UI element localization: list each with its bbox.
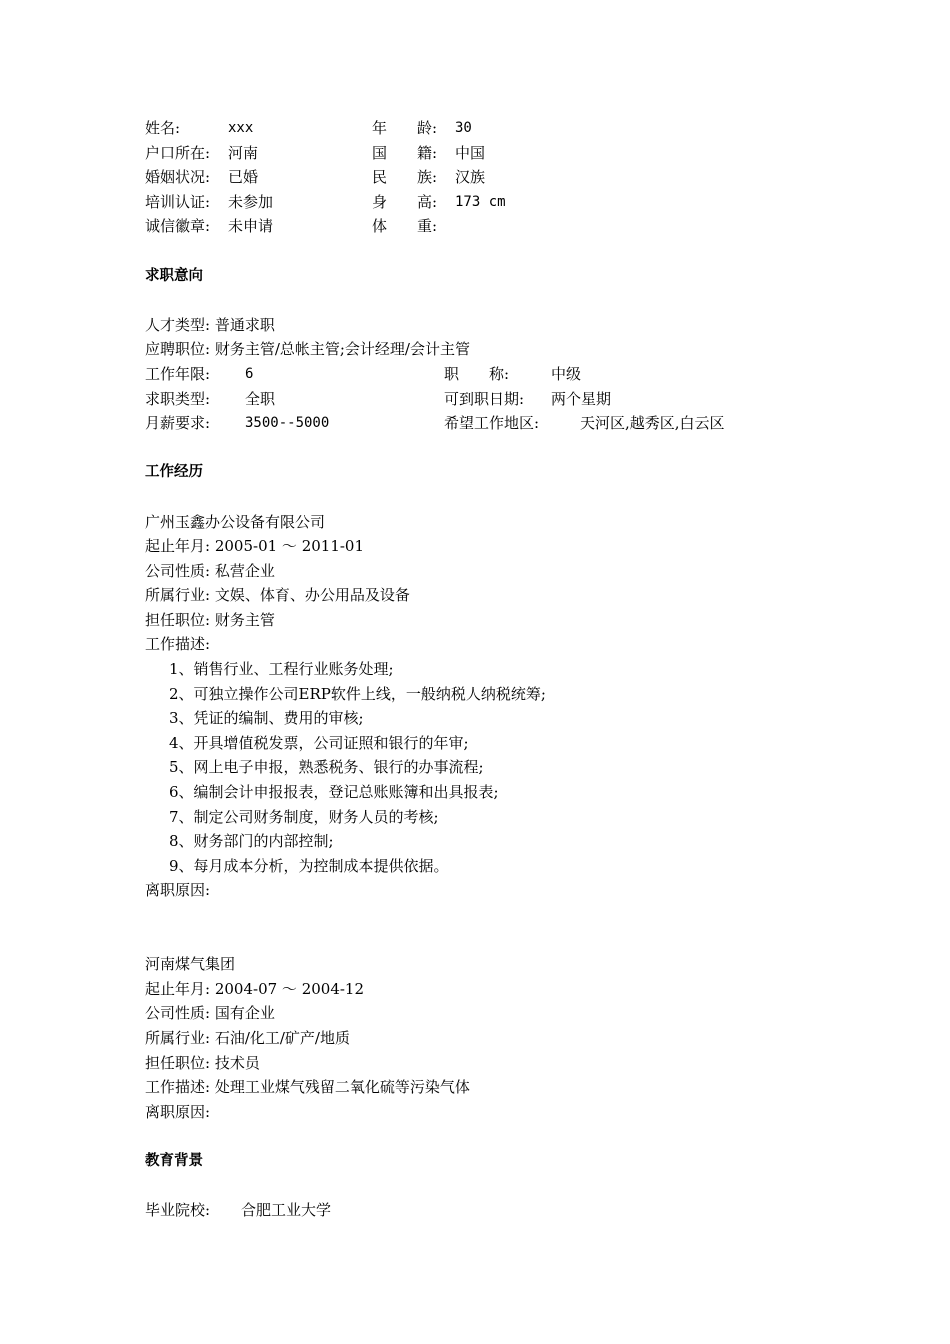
hukou-label: 户口所在: bbox=[145, 143, 211, 162]
type-value: 全职 bbox=[245, 389, 276, 408]
education-heading: 教育背景 bbox=[145, 1152, 203, 1169]
experience-heading: 工作经历 bbox=[145, 464, 203, 481]
training-value: 未参加 bbox=[228, 192, 274, 211]
credit-label: 诚信徽章: bbox=[145, 217, 211, 236]
job2-industry: 所属行业: 石油/化工/矿产/地质 bbox=[145, 1028, 350, 1047]
type-label: 求职类型: bbox=[145, 389, 211, 408]
age-label: 年 龄: bbox=[372, 119, 438, 137]
nationality-label: 国 籍: bbox=[372, 143, 438, 162]
marital-row bbox=[145, 165, 865, 190]
start-value: 两个星期 bbox=[551, 389, 612, 408]
job1-duty-5: 5、网上电子申报，熟悉税务、银行的办事流程; bbox=[169, 758, 484, 777]
talent-type: 人才类型: 普通求职 bbox=[145, 315, 275, 334]
job1-duty-4: 4、开具增值税发票，公司证照和银行的年审; bbox=[169, 733, 469, 752]
job1-duty-3: 3、凭证的编制、费用的审核; bbox=[169, 709, 364, 728]
job1-duty-6: 6、编制会计申报报表，登记总账账簿和出具报表; bbox=[169, 783, 499, 802]
hukou-row bbox=[145, 141, 865, 166]
job1-duty-1: 1、销售行业、工程行业账务处理; bbox=[169, 660, 394, 679]
job1-duty-2: 2、可独立操作公司ERP软件上线，一般纳税人纳税统筹; bbox=[169, 684, 546, 703]
salary-value: 3500--5000 bbox=[245, 415, 330, 432]
job-title-label: 职 称: bbox=[444, 364, 510, 383]
salary-row bbox=[145, 411, 865, 436]
job1-nature: 公司性质: 私营企业 bbox=[145, 561, 275, 580]
marital-value: 已婚 bbox=[228, 168, 259, 187]
marital-label: 婚姻状况: bbox=[145, 168, 211, 187]
type-row bbox=[145, 387, 865, 412]
job1-duty-9: 9、每月成本分析，为控制成本提供依据。 bbox=[169, 856, 449, 875]
job1-duty-8: 8、财务部门的内部控制; bbox=[169, 832, 334, 851]
school-value: 合肥工业大学 bbox=[241, 1201, 332, 1220]
job2-desc: 工作描述: 处理工业煤气残留二氧化硫等污染气体 bbox=[145, 1078, 470, 1097]
years-value: 6 bbox=[245, 365, 254, 382]
name-label: 姓名: bbox=[145, 119, 181, 137]
name-value: xxx bbox=[228, 120, 254, 136]
job-title-value: 中级 bbox=[551, 364, 582, 383]
applied-positions: 应聘职位: 财务主管/总帐主管;会计经理/会计主管 bbox=[145, 340, 470, 359]
job1-leave: 离职原因: bbox=[145, 881, 211, 900]
weight-label: 体 重: bbox=[372, 217, 438, 236]
area-label: 希望工作地区: bbox=[444, 414, 540, 433]
job2-leave: 离职原因: bbox=[145, 1102, 211, 1121]
height-label: 身 高: bbox=[372, 192, 438, 211]
job1-industry: 所属行业: 文娱、体育、办公用品及设备 bbox=[145, 586, 410, 605]
job1-position: 担任职位: 财务主管 bbox=[145, 610, 275, 629]
resume-document bbox=[145, 116, 865, 1223]
years-row bbox=[145, 362, 865, 387]
ethnicity-label: 民 族: bbox=[372, 168, 438, 187]
salary-label: 月薪要求: bbox=[145, 414, 211, 433]
job2-nature: 公司性质: 国有企业 bbox=[145, 1004, 275, 1023]
credit-value: 未申请 bbox=[228, 217, 274, 236]
job2-period: 起止年月: 2004-07 ～ 2004-12 bbox=[145, 979, 365, 998]
age-value: 30 bbox=[455, 120, 472, 136]
job2-company: 河南煤气集团 bbox=[145, 955, 236, 974]
training-row bbox=[145, 190, 865, 215]
ethnicity-value: 汉族 bbox=[455, 168, 486, 187]
hukou-value: 河南 bbox=[228, 143, 259, 162]
area-value: 天河区,越秀区,白云区 bbox=[580, 414, 725, 433]
name-row bbox=[145, 116, 865, 141]
job1-period: 起止年月: 2005-01 ～ 2011-01 bbox=[145, 537, 365, 556]
job1-company: 广州玉鑫办公设备有限公司 bbox=[145, 512, 326, 531]
school-row bbox=[145, 1198, 865, 1223]
nationality-value: 中国 bbox=[455, 143, 486, 162]
school-label: 毕业院校: bbox=[145, 1201, 211, 1220]
job2-position: 担任职位: 技术员 bbox=[145, 1053, 260, 1072]
intent-heading: 求职意向 bbox=[145, 267, 203, 284]
start-label: 可到职日期: bbox=[444, 389, 525, 408]
job1-duty-7: 7、制定公司财务制度，财务人员的考核; bbox=[169, 807, 439, 826]
job1-desc-label: 工作描述: bbox=[145, 635, 211, 654]
credit-row bbox=[145, 214, 865, 239]
height-value: 173 cm bbox=[455, 193, 506, 210]
years-label: 工作年限: bbox=[145, 364, 211, 383]
training-label: 培训认证: bbox=[145, 192, 211, 211]
